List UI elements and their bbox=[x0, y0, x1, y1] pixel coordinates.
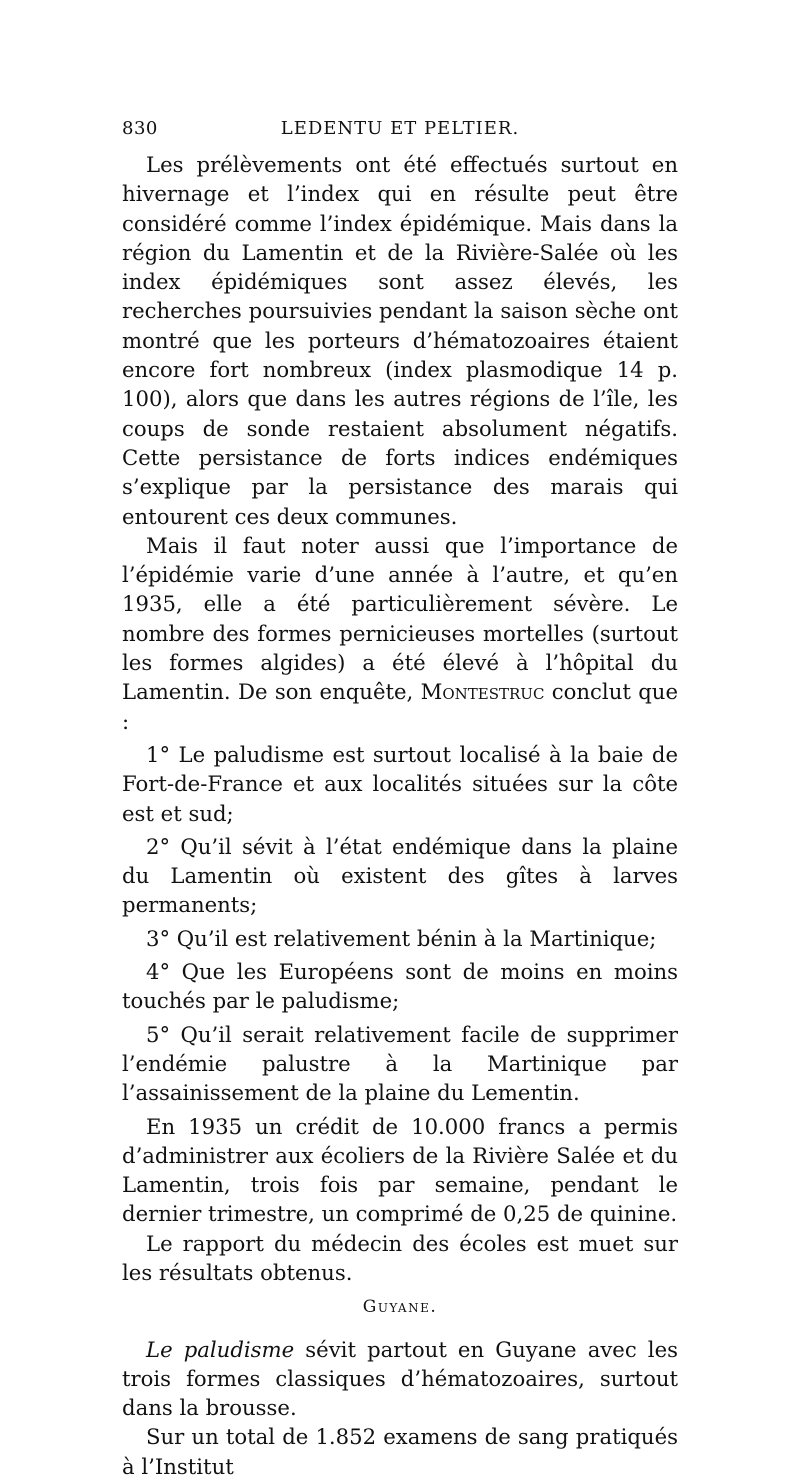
paragraph-epidemic-variation-tail: conclut que : bbox=[122, 679, 678, 734]
conclusion-item-4: 4° Que les Européens sont de moins en moins touchés par le paludisme; bbox=[122, 959, 678, 1014]
section-heading-text: Guyane. bbox=[362, 1297, 438, 1318]
section-heading-guyane bbox=[122, 1293, 678, 1322]
author-name: Montestruc bbox=[420, 679, 545, 705]
paragraph-guyane-paludisme-text: sévit partout en Guyane avec les trois formes classiques d’hématozoaires, surtout dans la brousse. bbox=[122, 1336, 678, 1421]
running-head bbox=[122, 118, 678, 144]
conclusion-item-3: 3° Qu’il est relativement bénin à la Martinique; bbox=[146, 925, 657, 951]
conclusion-item-2: 2° Qu’il sévit à l’état endémique dans la plaine du Lamentin où existent des gîtes à larves permanents; bbox=[122, 833, 678, 918]
paragraph-epidemic-variation-text: Mais il faut noter aussi que l’importance de l’épidémie varie d’une année à l’autre, et qu’en 1935, elle a été particulièrement sévère. Le nombre des formes pernicieuses mortelles (surtout les formes algides) a été élevé à l’hôpital du Lamentin. De son enquête, bbox=[122, 532, 678, 705]
paragraph-quinine-credit: En 1935 un crédit de 10.000 francs a permis d’administrer aux écoliers de la Rivière Salée et du Lamentin, trois fois par semaine, pendant le dernier trimestre, un comprimé de 0,25 de quinine. bbox=[122, 1113, 678, 1227]
paragraph-guyane-blood-exams: Sur un total de 1.852 examens de sang pratiqués à l’Institut bbox=[122, 1424, 678, 1479]
lead-term: Le paludisme bbox=[146, 1336, 295, 1362]
running-title: LEDENTU ET PELTIER. bbox=[280, 118, 520, 139]
paragraph-epidemic-variation bbox=[122, 531, 678, 736]
conclusion-item-1: 1° Le paludisme est surtout localisé à la baie de Fort-de-France et aux localités situées sur la côte est et sud; bbox=[122, 741, 678, 826]
page-number: 830 bbox=[122, 118, 158, 139]
book-page bbox=[122, 118, 678, 1481]
paragraph-guyane-paludisme bbox=[122, 1335, 678, 1423]
conclusion-item-5: 5° Qu’il serait relativement facile de supprimer l’endémie palustre à la Martinique par l’assainissement de la plaine du Lementin. bbox=[122, 1021, 678, 1106]
body-text bbox=[122, 150, 678, 1481]
paragraph-school-doctor-report: Le rapport du médecin des écoles est muet sur les résultats obtenus. bbox=[122, 1230, 678, 1285]
paragraph-martinique-index: Les prélèvements ont été effectués surtout en hivernage et l’index qui en résulte peut être considéré comme l’index épidémique. Mais dans la région du Lamentin et de la Rivière-Salée où les index épidémiques sont assez élevés, les recherches poursuivies pendant la saison sèche ont montré que les porteurs d’hématozoaires étaient encore fort nombreux (index plasmodique 14 p. 100), alors que dans les autres régions de l’île, les coups de sonde restaient absolument négatifs. Cette persistance de forts indices endémiques s’explique par la persistance des marais qui entourent ces deux communes. bbox=[122, 152, 678, 529]
